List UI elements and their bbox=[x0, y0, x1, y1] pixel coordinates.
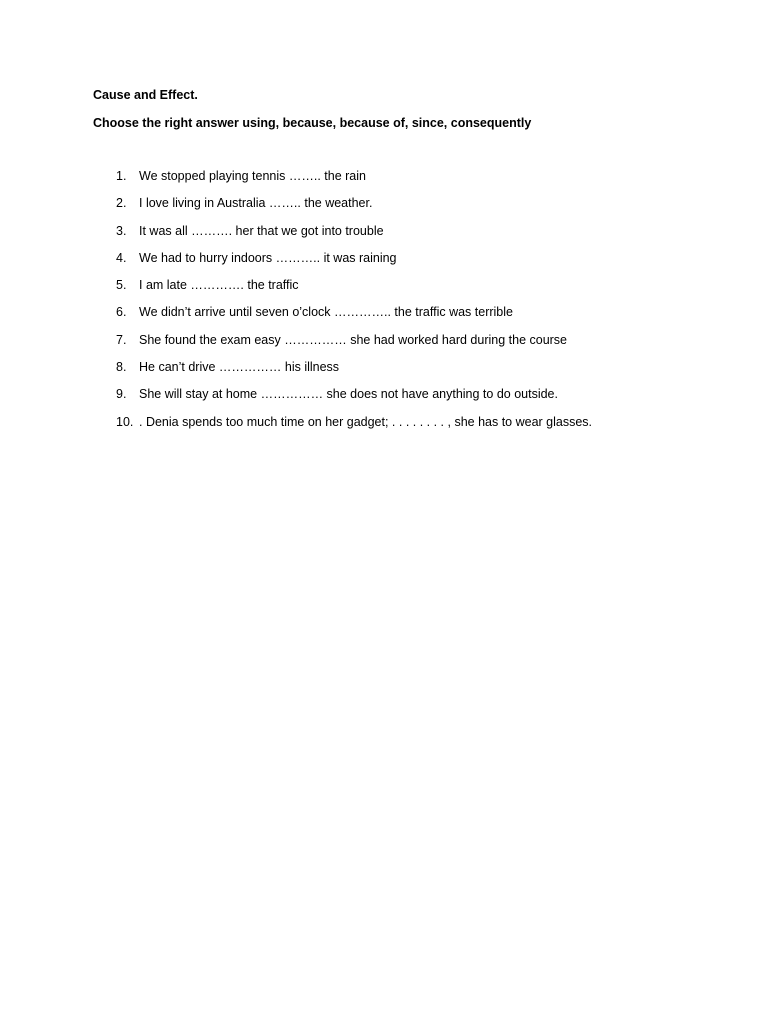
question-text: She will stay at home …………… she does not have anything to do outside. bbox=[139, 387, 558, 402]
instruction-text: Choose the right answer using, because, because of, since, consequently bbox=[93, 116, 532, 130]
question-text: I love living in Australia …….. the weather. bbox=[139, 196, 373, 211]
question-number: 5. bbox=[116, 278, 127, 293]
document-title: Cause and Effect. bbox=[93, 88, 198, 102]
question-number: 1. bbox=[116, 169, 127, 183]
question-number: 2. bbox=[116, 196, 127, 211]
question-text: We had to hurry indoors ……….. it was raining bbox=[139, 250, 397, 265]
question-text: I am late …………. the traffic bbox=[139, 278, 299, 293]
question-number: 8. bbox=[116, 360, 127, 375]
question-text: She found the exam easy …………… she had worked hard during the course bbox=[139, 332, 568, 347]
question-number: 6. bbox=[116, 305, 127, 320]
question-text: We didn’t arrive until seven o’clock ………….. the traffic was terrible bbox=[139, 305, 513, 320]
question-number: 7. bbox=[116, 332, 127, 347]
question-number: 9. bbox=[116, 387, 127, 402]
question-text: . Denia spends too much time on her gadget; . . . . . . . . , she has to wear glasses. bbox=[139, 414, 593, 429]
question-text: It was all ………. her that we got into trouble bbox=[139, 223, 384, 238]
question-number: 10. bbox=[116, 414, 134, 429]
question-number: 3. bbox=[116, 223, 127, 238]
question-text: He can’t drive …………… his illness bbox=[139, 360, 340, 375]
question-number: 4. bbox=[116, 250, 127, 265]
question-text: We stopped playing tennis …….. the rain bbox=[139, 169, 366, 183]
